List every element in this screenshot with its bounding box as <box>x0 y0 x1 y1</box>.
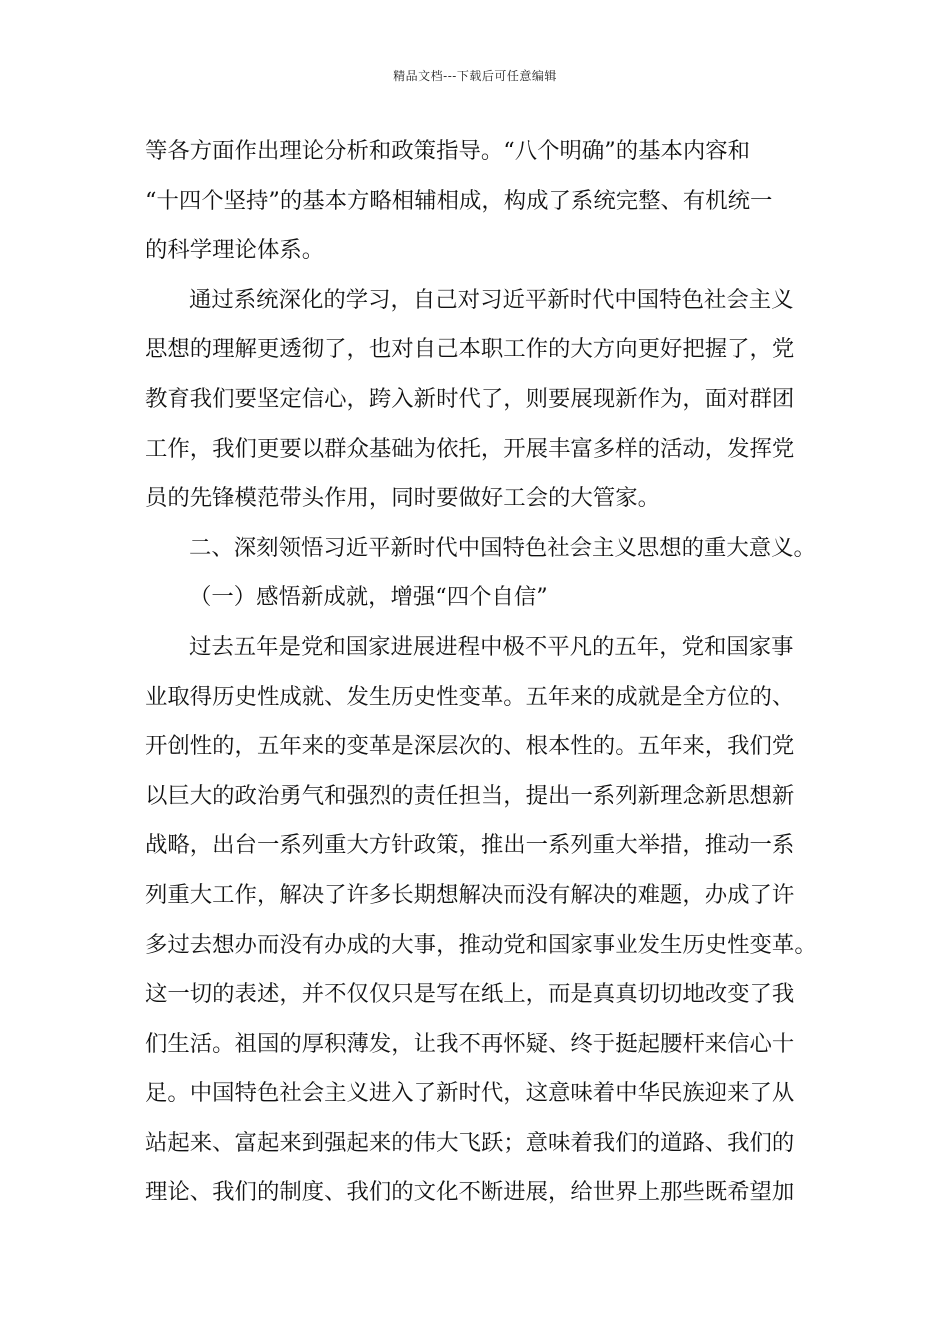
text-line: 开创性的，五年来的变革是深层次的、根本性的。五年来，我们党 <box>145 733 795 760</box>
text-line: 理论、我们的制度、我们的文化不断进展，给世界上那些既希望加 <box>145 1179 795 1206</box>
text-line: “十四个坚持”的基本方略相辅相成，构成了系统完整、有机统一 <box>145 187 773 214</box>
text-line: 教育我们要坚定信心，跨入新时代了，则要展现新作为，面对群团 <box>145 385 795 412</box>
text-line: 站起来、富起来到强起来的伟大飞跃；意味着我们的道路、我们的 <box>145 1129 795 1156</box>
document-body <box>145 127 817 1218</box>
text-line: 战略，出台一系列重大方针政策，推出一系列重大举措，推动一系 <box>145 832 795 859</box>
section-heading: 二、深刻领悟习近平新时代中国特色社会主义思想的重大意义。 <box>189 534 816 561</box>
text-line: 员的先锋模范带头作用，同时要做好工会的大管家。 <box>145 485 660 512</box>
paragraph-first-line: 过去五年是党和国家进展进程中极不平凡的五年，党和国家事 <box>189 633 794 660</box>
text-line: 工作，我们更要以群众基础为依托，开展丰富多样的活动，发挥党 <box>145 435 795 462</box>
text-line: 思想的理解更透彻了，也对自己本职工作的大方向更好把握了，党 <box>145 336 795 363</box>
paragraph-first-line: 通过系统深化的学习，自己对习近平新时代中国特色社会主义 <box>189 286 794 313</box>
page-header: 精品文档---下载后可任意编辑 <box>393 69 557 83</box>
text-line: 业取得历史性成就、发生历史性变革。五年来的成就是全方位的、 <box>145 683 795 710</box>
text-line: 多过去想办而没有办成的大事，推动党和国家事业发生历史性变革。 <box>145 931 817 958</box>
text-line: 的科学理论体系。 <box>145 237 325 264</box>
text-line: 等各方面作出理论分析和政策指导。“八个明确”的基本内容和 <box>145 138 751 164</box>
text-line: 足。中国特色社会主义进入了新时代，这意味着中华民族迎来了从 <box>145 1080 795 1107</box>
text-line: 们生活。祖国的厚积薄发，让我不再怀疑、终于挺起腰杆来信心十 <box>145 1030 795 1057</box>
text-line: 以巨大的政治勇气和强烈的责任担当，提出一系列新理念新思想新 <box>145 782 795 809</box>
text-line: 这一切的表述，并不仅仅只是写在纸上，而是真真切切地改变了我 <box>145 981 795 1008</box>
text-line: 列重大工作，解决了许多长期想解决而没有解决的难题，办成了许 <box>145 881 795 908</box>
subsection-heading: （一）感悟新成就，增强“四个自信” <box>189 584 548 611</box>
